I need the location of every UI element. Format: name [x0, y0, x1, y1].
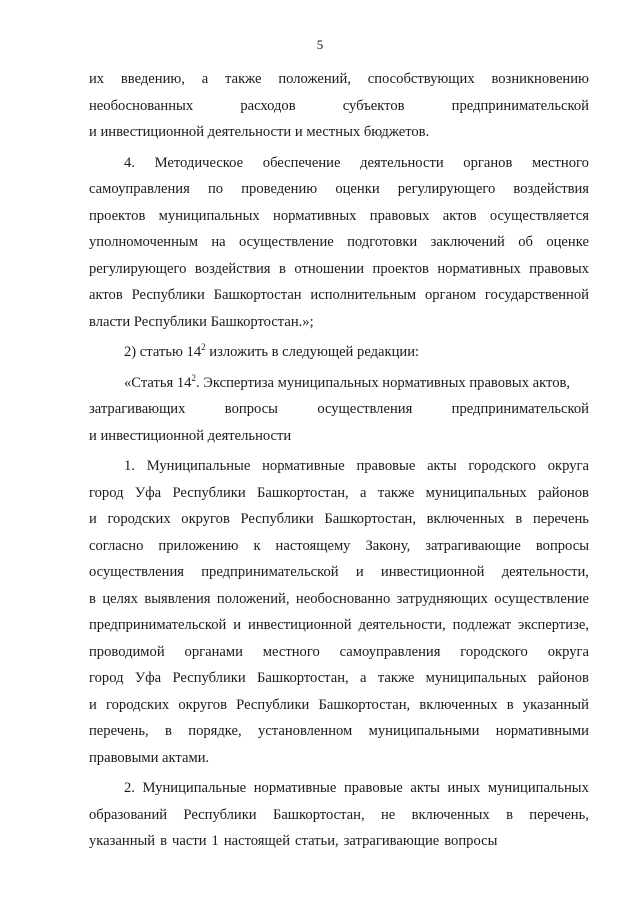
- word: и: [355, 564, 364, 580]
- paragraph: [89, 775, 589, 855]
- word: городских: [107, 511, 171, 527]
- word: части: [172, 833, 207, 849]
- word: осуществляется: [489, 207, 589, 224]
- word: затрагивающие: [343, 833, 440, 849]
- word: муниципальных: [158, 207, 260, 224]
- word: указанный: [522, 696, 589, 713]
- text-line: [89, 745, 589, 772]
- word: в: [89, 590, 96, 607]
- word: приложению: [158, 537, 239, 554]
- word: уполномоченным: [89, 234, 198, 250]
- word: Башкортостан,: [257, 484, 349, 501]
- word: оценке: [546, 234, 589, 250]
- word: вопросы: [535, 537, 589, 554]
- word: Республики: [172, 484, 246, 501]
- word: местного: [531, 154, 589, 171]
- word: также: [377, 484, 415, 501]
- word: актов: [442, 207, 477, 224]
- document-body: [89, 66, 589, 855]
- word: власти Республики Башкортостан.»;: [89, 313, 314, 330]
- word: и: [89, 696, 97, 713]
- word: в: [506, 806, 513, 823]
- word: 1: [211, 833, 219, 849]
- paragraph: [89, 370, 589, 450]
- word: Республики: [183, 806, 257, 823]
- word: городского: [460, 643, 528, 660]
- word: нормативных: [273, 207, 357, 224]
- word: город: [89, 484, 124, 501]
- word: указанный: [89, 833, 156, 849]
- text-line: [89, 396, 589, 423]
- word: регулирующего: [397, 181, 496, 197]
- word: акты: [427, 458, 457, 474]
- text-line: [89, 802, 589, 829]
- word: Башкортостан,: [318, 696, 411, 713]
- word: и: [233, 617, 242, 633]
- word: правовых: [369, 207, 430, 224]
- word: проведению: [241, 181, 318, 197]
- word: заключений: [430, 234, 505, 250]
- word: положений,: [216, 590, 290, 607]
- word: муниципальных: [425, 484, 527, 501]
- word: целях: [102, 590, 138, 607]
- word: перечень,: [529, 806, 589, 823]
- word: Уфа: [134, 484, 162, 501]
- word: инвестиционной: [248, 617, 352, 633]
- word: районов: [538, 484, 589, 501]
- word: обеспечение: [262, 154, 341, 171]
- word: также: [225, 71, 262, 87]
- word: 1.: [124, 458, 135, 474]
- word: деятельности,: [501, 564, 589, 580]
- word: Методическое: [154, 154, 244, 171]
- text-line: [89, 692, 589, 719]
- text-line: [89, 370, 589, 397]
- word: исполнительным: [310, 287, 417, 303]
- word: Муниципальные: [146, 458, 251, 474]
- word: округа: [547, 643, 589, 660]
- word: предпринимательской: [201, 564, 339, 580]
- word: их: [89, 71, 105, 87]
- word: введению,: [120, 71, 185, 87]
- word: правовыми актами.: [89, 749, 210, 766]
- word: муниципальных: [425, 670, 527, 686]
- word: согласно: [89, 537, 144, 554]
- text-line: [89, 339, 589, 366]
- word: подлежат: [452, 617, 512, 633]
- word: выявления: [144, 590, 211, 607]
- text-line: [89, 309, 589, 336]
- word: округов: [181, 511, 230, 527]
- word: проводимой: [89, 643, 165, 660]
- word: Муниципальные: [142, 780, 247, 796]
- word: и инвестиционной деятельности и местных бюджетов.: [89, 124, 430, 140]
- word: оценки: [335, 181, 380, 197]
- word: деятельности,: [358, 617, 446, 633]
- word: муниципальными: [368, 723, 480, 739]
- word: нормативными: [495, 723, 589, 739]
- text-line: [89, 533, 589, 560]
- word: 4.: [124, 154, 135, 171]
- word: иных: [447, 780, 481, 796]
- text-line: [89, 229, 589, 256]
- word: подготовки: [347, 234, 418, 250]
- word: Республики: [240, 511, 314, 527]
- text-line: [89, 119, 589, 146]
- word: расходов: [240, 97, 296, 114]
- word: способствующих: [367, 71, 475, 87]
- word: настоящей: [223, 833, 291, 849]
- word: Республики: [172, 670, 246, 686]
- word: субъектов: [342, 97, 405, 114]
- word: городского: [468, 458, 536, 474]
- word: осуществление: [494, 590, 589, 607]
- word: порядке,: [188, 723, 242, 739]
- paragraph: [89, 339, 589, 366]
- text-line: [89, 203, 589, 230]
- word: необоснованно: [295, 590, 391, 607]
- word: округа: [547, 458, 589, 474]
- word: установленном: [258, 723, 353, 739]
- word: местного: [262, 643, 320, 660]
- page-number: 5: [316, 37, 324, 52]
- word: образований: [89, 806, 168, 823]
- paragraph: [89, 150, 589, 336]
- word: экспертизе,: [518, 617, 589, 633]
- word: Республики: [236, 696, 310, 713]
- word: актов: [89, 287, 123, 303]
- word: воздействия: [513, 181, 589, 197]
- word: органов: [463, 154, 513, 171]
- word: нормативные: [262, 458, 345, 474]
- word: Башкортостан: [213, 287, 302, 303]
- word: правовые: [343, 780, 403, 796]
- word: не: [380, 806, 396, 823]
- word: Башкортостан,: [257, 670, 349, 686]
- word: проектов: [372, 260, 429, 277]
- word: Башкортостан,: [324, 511, 417, 527]
- word: вопросы: [444, 833, 498, 849]
- word: в: [506, 696, 514, 713]
- line-text: «Статья $14^2$. Экспертиза муниципальных нормативных правовых актов,: [124, 372, 571, 391]
- word: а: [201, 71, 209, 87]
- word: затрудняющих: [396, 590, 488, 607]
- text-line: [89, 93, 589, 120]
- paragraph: [89, 453, 589, 771]
- word: органом: [424, 287, 477, 303]
- word: об: [518, 234, 533, 250]
- word: включенных: [419, 696, 498, 713]
- word: Закону,: [365, 537, 411, 554]
- word: проектов: [89, 207, 146, 224]
- word: 2.: [124, 780, 135, 796]
- word: необоснованных: [89, 97, 194, 114]
- word: включенных: [411, 806, 490, 823]
- word: государственной: [484, 287, 589, 303]
- word: правовые: [356, 458, 416, 474]
- text-line: [89, 453, 589, 480]
- word: самоуправления: [89, 181, 190, 197]
- superscript: 2: [201, 342, 206, 352]
- word: округов: [178, 696, 227, 713]
- word: а: [360, 670, 367, 686]
- text-line: [89, 480, 589, 507]
- word: инвестиционной: [380, 564, 485, 580]
- word: и: [89, 511, 97, 527]
- word: регулирующего: [89, 260, 187, 277]
- text-line: [89, 423, 589, 450]
- word: правовых: [529, 260, 589, 277]
- word: в: [278, 260, 286, 277]
- text-line: [89, 66, 589, 93]
- word: самоуправления: [339, 643, 441, 660]
- text-line: [89, 150, 589, 177]
- word: осуществления: [317, 401, 413, 417]
- word: а: [360, 484, 367, 501]
- word: по: [207, 181, 224, 197]
- text-line: [89, 256, 589, 283]
- text-line: [89, 639, 589, 666]
- text-line: [89, 612, 589, 639]
- word: положений,: [278, 71, 351, 87]
- word: перечень,: [89, 723, 149, 739]
- text-line: [89, 282, 589, 309]
- word: в: [160, 833, 168, 849]
- text-line: [89, 828, 589, 855]
- word: вопросы: [224, 401, 278, 417]
- paragraph: [89, 66, 589, 146]
- word: настоящему: [275, 537, 351, 554]
- word: Уфа: [134, 670, 162, 686]
- text-line: [89, 176, 589, 203]
- word: к: [253, 537, 261, 554]
- word: Республики: [131, 287, 205, 303]
- text-line: [89, 665, 589, 692]
- word: муниципальных: [487, 780, 589, 796]
- word: в: [165, 723, 172, 739]
- word: предпринимательской: [89, 617, 227, 633]
- word: и инвестиционной деятельности: [89, 427, 292, 444]
- word: затрагивающих: [89, 401, 186, 417]
- word: затрагивающие: [425, 537, 521, 554]
- word: на: [211, 234, 226, 250]
- word: включенных: [426, 511, 505, 527]
- text-line: [89, 559, 589, 586]
- text-line: [89, 586, 589, 613]
- word: осуществление: [239, 234, 334, 250]
- word: деятельности: [360, 154, 444, 171]
- word: городских: [105, 696, 170, 713]
- word: отношении: [294, 260, 365, 277]
- word: предпринимательской: [451, 97, 589, 114]
- word: в: [515, 511, 523, 527]
- word: осуществления: [89, 564, 184, 580]
- line-text: 2) статью $14^2$ изложить в следующей редакции:: [124, 342, 420, 360]
- word: нормативные: [253, 780, 337, 796]
- superscript: 2: [191, 372, 196, 383]
- word: статьи,: [295, 833, 339, 849]
- word: районов: [538, 670, 589, 686]
- word: перечень: [532, 511, 589, 527]
- word: нормативных: [437, 260, 521, 277]
- word: возникновению: [491, 71, 589, 87]
- word: акты: [410, 780, 440, 796]
- word: Башкортостан,: [272, 806, 365, 823]
- word: город: [89, 670, 124, 686]
- word: воздействия: [194, 260, 271, 277]
- word: предпринимательской: [451, 401, 589, 417]
- word: органами: [184, 643, 243, 660]
- text-line: [89, 718, 589, 745]
- text-line: [89, 775, 589, 802]
- word: также: [377, 670, 415, 686]
- text-line: [89, 506, 589, 533]
